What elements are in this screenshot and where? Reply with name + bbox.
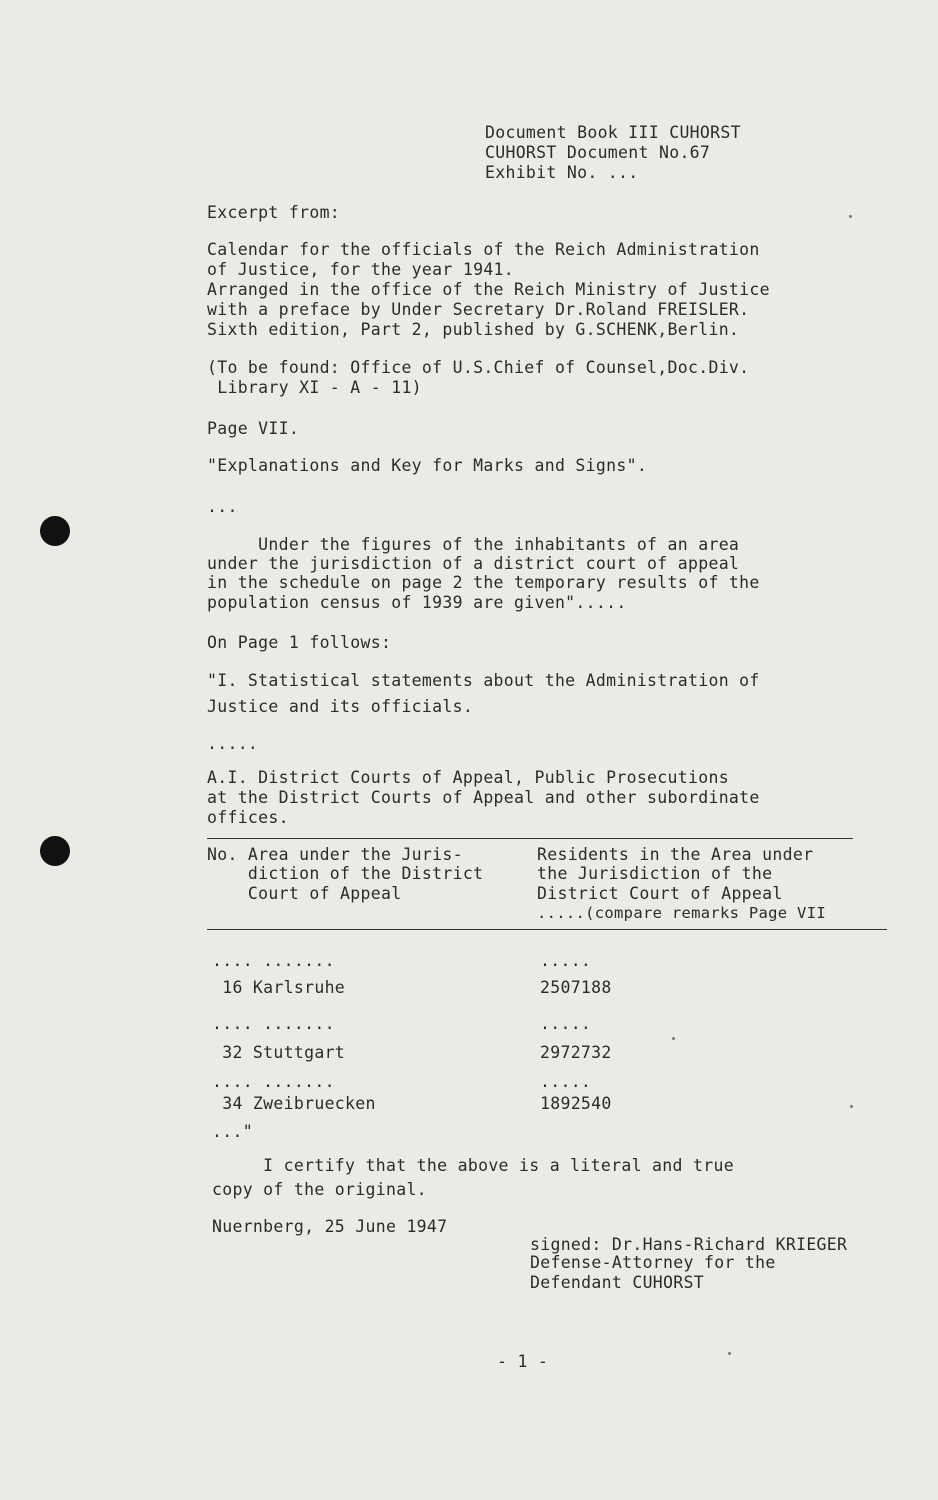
table-header-rule (207, 929, 887, 930)
statistical-line-2: Justice and its officials. (207, 697, 474, 716)
page-reference: Page VII. (207, 419, 300, 438)
table-row-left: .... ....... (212, 1014, 335, 1033)
table-row-right: ..... (540, 951, 592, 970)
signature-line-3: Defendant CUHORST (530, 1273, 704, 1292)
header-line-3: Exhibit No. ... (485, 163, 639, 182)
section-a-line-3: offices. (207, 808, 289, 827)
paper-speck (849, 215, 852, 218)
table-row-right: 2507188 (540, 978, 612, 997)
table-row-right: ..... (540, 1014, 592, 1033)
table-header-left-2: diction of the District (207, 864, 484, 883)
punch-hole-top (40, 516, 70, 546)
page-number: - 1 - (497, 1352, 549, 1371)
punch-hole-bottom (40, 836, 70, 866)
table-row-right: ..... (540, 1072, 592, 1091)
table-row-left: .... ....... (212, 951, 335, 970)
certification-line-2: copy of the original. (212, 1180, 427, 1199)
source-line-1: Calendar for the officials of the Reich Administration (207, 240, 760, 259)
table-header-right-4: .....(compare remarks Page VII (537, 904, 826, 922)
source-line-5: Sixth edition, Part 2, published by G.SCHENK,Berlin. (207, 320, 740, 339)
section-a-line-1: A.I. District Courts of Appeal, Public Prosecutions (207, 768, 729, 787)
table-row-left: 16 Karlsruhe (212, 978, 346, 997)
table-top-rule (207, 838, 853, 839)
excerpt-label: Excerpt from: (207, 203, 341, 222)
source-line-2: of Justice, for the year 1941. (207, 260, 515, 279)
paper-speck (672, 1037, 675, 1040)
section-a-line-2: at the District Courts of Appeal and other subordinate (207, 788, 760, 807)
paper-speck (850, 1105, 853, 1108)
table-row-right: 2972732 (540, 1043, 612, 1062)
explanations-title: "Explanations and Key for Marks and Signs". (207, 456, 648, 475)
table-header-right-1: Residents in the Area under (537, 845, 814, 864)
ellipsis-2: ..... (207, 734, 259, 753)
table-closing: ..." (212, 1122, 253, 1141)
table-row-left: 34 Zweibruecken (212, 1094, 376, 1113)
header-line-1: Document Book III CUHORST (485, 123, 741, 142)
source-line-4: with a preface by Under Secretary Dr.Roland FREISLER. (207, 300, 750, 319)
table-row-right: 1892540 (540, 1094, 612, 1113)
paragraph-line-1: Under the figures of the inhabitants of an area (207, 535, 740, 554)
location-line-2: Library XI - A - 11) (207, 378, 422, 397)
certification-line-1: I certify that the above is a literal and true (212, 1156, 734, 1175)
table-header-right-2: the Jurisdiction of the (537, 864, 773, 883)
header-line-2: CUHORST Document No.67 (485, 143, 711, 162)
source-line-3: Arranged in the office of the Reich Ministry of Justice (207, 280, 770, 299)
place-date: Nuernberg, 25 June 1947 (212, 1217, 448, 1236)
signature-line-1: signed: Dr.Hans-Richard KRIEGER (530, 1235, 848, 1254)
paragraph-line-4: population census of 1939 are given"..... (207, 593, 627, 612)
ellipsis-1: ... (207, 497, 238, 516)
paragraph-line-3: in the schedule on page 2 the temporary results of the (207, 573, 760, 592)
statistical-line-1: "I. Statistical statements about the Administration of (207, 671, 760, 690)
table-header-left-3: Court of Appeal (207, 884, 402, 903)
paragraph-line-2: under the jurisdiction of a district court of appeal (207, 554, 740, 573)
table-header-right-3: District Court of Appeal (537, 884, 783, 903)
table-row-left: 32 Stuttgart (212, 1043, 346, 1062)
table-header-left-1: No. Area under the Juris- (207, 845, 463, 864)
page1-follows: On Page 1 follows: (207, 633, 392, 652)
paper-speck (728, 1352, 731, 1355)
signature-line-2: Defense-Attorney for the (530, 1253, 776, 1272)
location-line-1: (To be found: Office of U.S.Chief of Counsel,Doc.Div. (207, 358, 750, 377)
table-row-left: .... ....... (212, 1072, 335, 1091)
